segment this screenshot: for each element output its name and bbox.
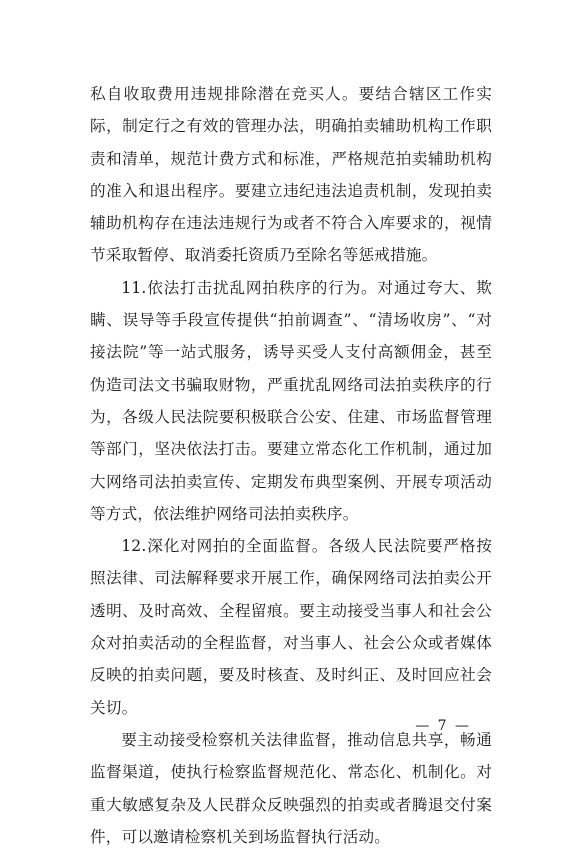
page-number: — 7 — xyxy=(415,718,471,734)
paragraph-item-12: 12.深化对网拍的全面监督。各级人民法院要严格按照法律、司法解释要求开展工作，确保网络司法拍卖公开透明、及时高效、全程留痕。要主动接受当事人和社会公众对拍卖活动的全程监督，对当事人、社会公众或者媒体反映的拍卖问题，要及时核查、及时纠正、及时回应社会关切。 xyxy=(90,537,492,717)
paragraph-procuratorate-supervision: 要主动接受检察机关法律监督，推动信息共享，畅通监督渠道，使执行检察监督规范化、常态化、机制化。对重大敏感复杂及人民群众反映强烈的拍卖或者腾退交付案件，可以邀请检察机关到场监督执行活动。 xyxy=(90,730,492,846)
document-body xyxy=(90,78,492,853)
paragraph-item-11: 11.依法打击扰乱网拍秩序的行为。对通过夸大、欺瞒、误导等手段宣传提供“拍前调查”、“清场收房”、“对接法院”等一站式服务，诱导买受人支付高额佣金，甚至伪造司法文书骗取财物，严重扰乱网络司法拍卖秩序的行为，各级人民法院要积极联合公安、住建、市场监督管理等部门，坚决依法打击。要建立常态化工作机制，通过加大网络司法拍卖宣传、定期发布典型案例、开展专项活动等方式，依法维护网络司法拍卖秩序。 xyxy=(90,278,492,523)
paragraph-continuation: 私自收取费用违规排除潜在竞买人。要结合辖区工作实际，制定行之有效的管理办法，明确拍卖辅助机构工作职责和清单，规范计费方式和标准，严格规范拍卖辅助机构的准入和退出程序。要建立违纪违法追责机制，发现拍卖辅助机构存在违法违规行为或者不符合入库要求的，视情节采取暂停、取消委托资质乃至除名等惩戒措施。 xyxy=(90,85,492,265)
